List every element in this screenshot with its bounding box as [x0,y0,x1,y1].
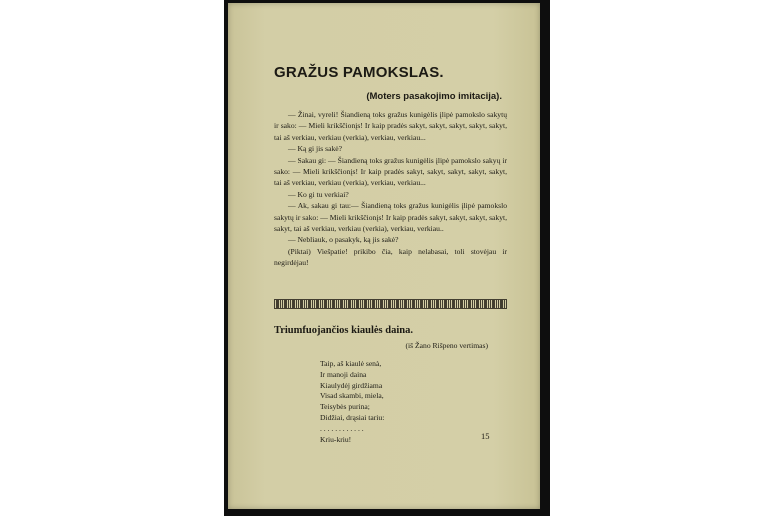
poem-line: Kriu-kriu! [320,434,352,444]
paragraph: (Piktai) Viešpatie! prikibo čia, kaip nelabasai, toli stovėjau ir negirdėjau! [274,246,507,268]
poem-title: Triumfuojančios kiaulės daina. [274,325,413,336]
paragraph: — Nebliauk, o pasakyk, ką jis sakė? [288,235,399,245]
poem-line: . . . . . . . . . . . . [320,423,364,433]
paragraph: — Ką gi jis sakė? [288,144,342,154]
paragraph: — Sakau gi: — Šiandieną toks gražus kunigėlis įlipė pamokslo sakyų ir sako: — Mieli krikščionįs! Ir kaip pradės sakyt, sakyt, sakyt, sakyt, sakyt, tai aš verkiau, verkiau (verkia), verkiau, verkiau... [274,155,507,188]
poem-line: Teisybės purina; [320,402,370,412]
poem-line: Didžiai, drąsiai tariu: [320,412,385,422]
ornamental-divider [274,299,507,309]
page-title: GRAŽUS PAMOKSLAS. [274,64,444,81]
poem-source: (iš Žano Rišpeno vertimas) [405,341,488,350]
page-subtitle: (Moters pasakojimo imitacija). [366,91,502,102]
poem-line: Kiaulydėj girdžiama [320,380,383,390]
poem-line: Visad skambi, miela, [320,391,384,401]
poem-body [320,359,480,445]
paragraph: — Ko gi tu verkiai? [288,189,349,199]
poem-line: Taip, aš kiaulė senà, [320,359,382,368]
page-number: 15 [481,431,490,441]
book-page [228,3,540,509]
paragraph: — Ak, sakau gi tau:— Šiandieną toks gražus kunigėlis įlipė pamokslo sakytų ir sako: — Mieli krikščionįs! Ir kaip pradės sakyt, sakyt, sakyt, sakyt, sakyt, tai aš verkiau, verkiau (verkia), verkiau, verkiau.. [274,201,507,234]
story-text [274,109,507,269]
paragraph: — Žinai, vyreli! Šiandieną toks gražus kunigėlis įlipė pamokslo sakytų ir sako: — Mieli krikščionįs! Ir kaip pradės sakyt, sakyt, sakyt, sakyt, sakyt, tai aš verkiau, verkiau (verkia), verkiau, verkiau... [274,110,507,142]
poem-line: Ir manoji daina [320,369,367,379]
